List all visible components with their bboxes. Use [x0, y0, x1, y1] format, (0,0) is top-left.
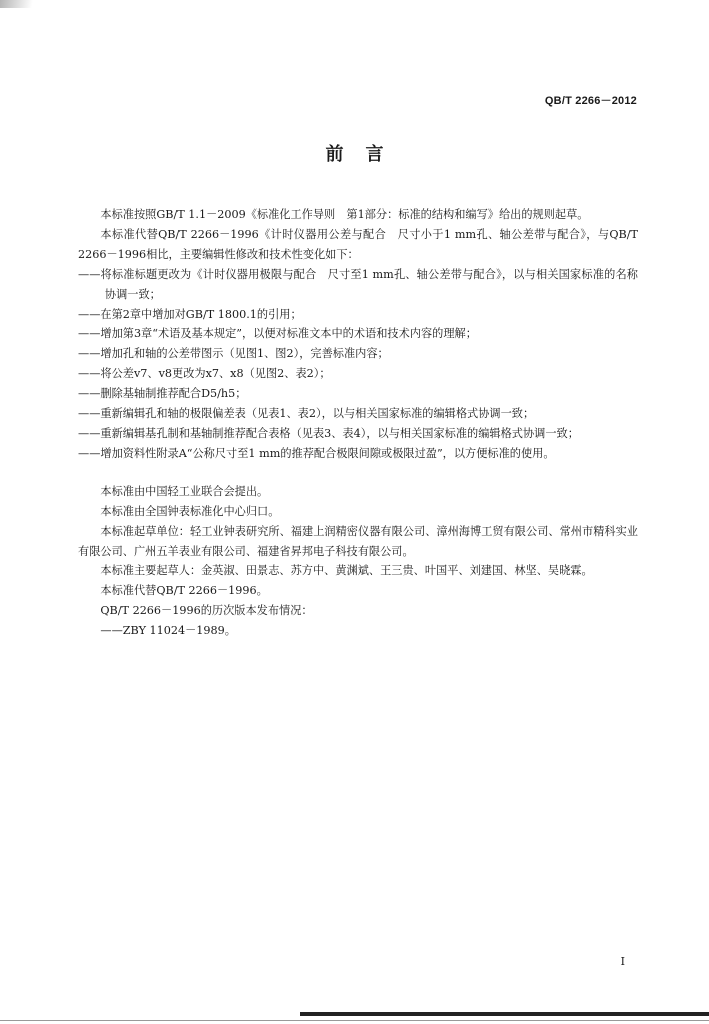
scan-artifact-bottom-line: [0, 1020, 709, 1021]
change-item: ——增加孔和轴的公差带图示（见图1、图2），完善标准内容；: [78, 347, 389, 361]
change-item: ——重新编辑基孔制和基轴制推荐配合表格（见表3、表4），以与相关国家标准的编辑格式协调一致；: [78, 426, 579, 440]
info-replaces: 本标准代替QB/T 2266－1996。: [100, 584, 268, 598]
scan-artifact-bottom-bar: [300, 1012, 709, 1016]
page-number: I: [620, 955, 625, 968]
change-item: ——增加资料性附录A“公称尺寸至1 mm的推荐配合极限间隙或极限过盈”，以方便标准的使用。: [78, 446, 555, 460]
history-item: ——ZBY 11024－1989。: [100, 624, 236, 638]
section-gap: [78, 464, 638, 482]
info-proposer: 本标准由中国轻工业联合会提出。: [100, 484, 269, 498]
scan-artifact-corner: [0, 0, 40, 8]
info-drafters: 本标准主要起草人：金英淑、田景志、苏方中、黄渊斌、王三贵、叶国平、刘建国、林坚、吴晓霖。: [100, 564, 593, 578]
change-item: ——重新编辑孔和轴的极限偏差表（见表1、表2），以与相关国家标准的编辑格式协调一致；: [78, 407, 535, 421]
info-history-heading: QB/T 2266－1996的历次版本发布情况：: [100, 604, 313, 618]
paragraph-drafting-rule: 本标准按照GB/T 1.1－2009《标准化工作导则 第1部分：标准的结构和编写》给出的规则起草。: [100, 208, 589, 221]
change-item: ——增加第3章“术语及基本规定”，以便对标准文本中的术语和技术内容的理解；: [78, 327, 477, 341]
change-item: ——将标准标题更改为《计时仪器用极限与配合 尺寸至1 mm孔、轴公差带与配合》，以与相关国家标准的名称协调一致；: [78, 267, 638, 301]
info-administrator: 本标准由全国钟表标准化中心归口。: [100, 504, 280, 518]
change-item: ——在第2章中增加对GB/T 1800.1的引用；: [78, 307, 302, 321]
change-item: ——将公差v7、v8更改为x7、x8（见图2、表2）；: [78, 367, 331, 381]
paragraph-replacement: 本标准代替QB/T 2266－1996《计时仪器用公差与配合 尺寸小于1 mm孔、轴公差带与配合》，与QB/T 2266－1996相比，主要编辑性修改和技术性变化如下：: [78, 227, 638, 261]
change-item: ——删除基轴制推荐配合D5/h5；: [78, 387, 247, 401]
foreword-body: [78, 205, 638, 641]
info-drafting-units: 本标准起草单位：轻工业钟表研究所、福建上润精密仪器有限公司、漳州海博工贸有限公司、常州市精科实业有限公司、广州五羊表业有限公司、福建省昇邦电子科技有限公司。: [78, 524, 638, 558]
page-title: 前言: [325, 144, 406, 165]
standard-code: QB/T 2266－2012: [544, 95, 637, 107]
